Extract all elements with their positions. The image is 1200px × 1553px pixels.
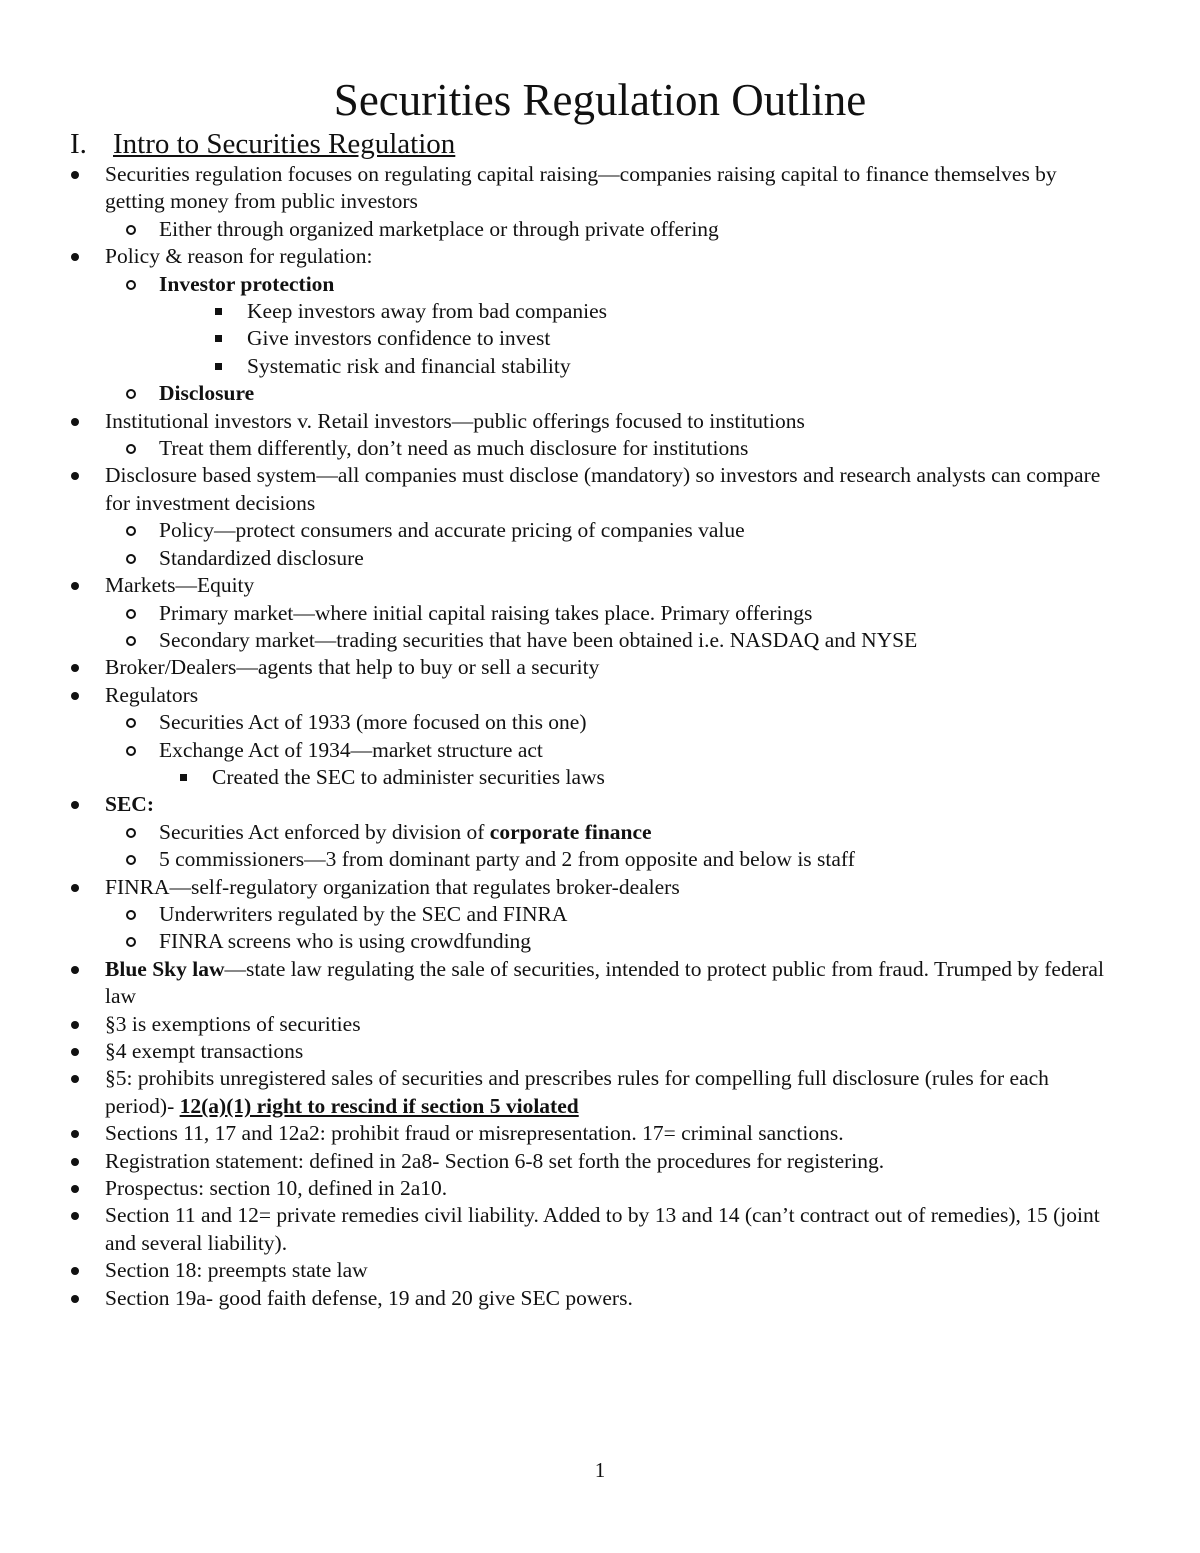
outline-item-level-2 [0, 435, 1200, 462]
filled-circle-bullet-icon [71, 472, 79, 480]
hollow-circle-bullet-icon [126, 937, 136, 947]
filled-circle-bullet-icon [71, 1075, 79, 1083]
outline-text-run: Underwriters regulated by the SEC and FINRA [159, 901, 568, 926]
outline-text-run: §5: prohibits unregistered sales of securities and prescribes rules for compelling full disclosure (rules for each period)- [105, 1066, 1049, 1118]
hollow-circle-bullet-icon [126, 280, 136, 290]
filled-circle-bullet-icon [71, 171, 79, 179]
square-bullet-icon [215, 335, 222, 342]
outline-text-run: Systematic risk and financial stability [247, 353, 571, 378]
filled-circle-bullet-icon [71, 1185, 79, 1193]
square-bullet-icon [215, 308, 222, 315]
filled-circle-bullet-icon [71, 884, 79, 892]
outline-item-level-2 [0, 216, 1200, 243]
outline-text-run: FINRA screens who is using crowdfunding [159, 929, 532, 954]
hollow-circle-bullet-icon [126, 746, 136, 756]
outline-item-level-1 [0, 243, 1200, 270]
filled-circle-bullet-icon [71, 1048, 79, 1056]
filled-circle-bullet-icon [71, 1267, 79, 1275]
outline-text-run: Primary market—where initial capital raising takes place. Primary offerings [159, 600, 813, 625]
hollow-circle-bullet-icon [126, 444, 136, 454]
outline-item-level-1 [0, 462, 1200, 517]
outline-item-level-1 [0, 874, 1200, 901]
hollow-circle-bullet-icon [126, 389, 136, 399]
filled-circle-bullet-icon [71, 418, 79, 426]
hollow-circle-bullet-icon [126, 718, 136, 728]
outline-text-run: Keep investors away from bad companies [247, 299, 608, 324]
outline-text-run: Section 19a- good faith defense, 19 and 20 give SEC powers. [105, 1285, 633, 1310]
hollow-circle-bullet-icon [126, 855, 136, 865]
outline-text-run: §4 exempt transactions [105, 1039, 304, 1063]
outline-item-level-1 [0, 161, 1200, 216]
outline-item-level-3 [0, 325, 1200, 352]
outline-item-level-1 [0, 1202, 1200, 1257]
hollow-circle-bullet-icon [126, 526, 136, 536]
outline-text-run: Created the SEC to administer securities laws [212, 764, 605, 789]
outline-item-level-1 [0, 791, 1200, 818]
outline-item-level-2 [0, 627, 1200, 654]
outline-item-level-1 [0, 1038, 1200, 1065]
filled-circle-bullet-icon [71, 966, 79, 974]
document-title: Securities Regulation Outline [333, 75, 867, 125]
outline-text-run: Secondary market—trading securities that have been obtained i.e. NASDAQ and NYSE [159, 627, 918, 652]
filled-circle-bullet-icon [71, 1158, 79, 1166]
outline-item-level-1 [0, 1175, 1200, 1202]
outline-item-level-1 [0, 682, 1200, 709]
outline-item-level-2 [0, 709, 1200, 736]
outline-text-run: Broker/Dealers—agents that help to buy or sell a security [105, 655, 600, 680]
outline-text-run: Disclosure based system—all companies must disclose (mandatory) so investors and research analysts can compare for investment decisions [105, 463, 1101, 515]
outline-item-level-1 [0, 408, 1200, 435]
outline-item-level-2 [0, 846, 1200, 873]
outline-text-run: Investor protection [159, 271, 335, 296]
filled-circle-bullet-icon [71, 253, 79, 261]
square-bullet-icon [180, 774, 187, 781]
square-bullet-icon [215, 363, 222, 370]
hollow-circle-bullet-icon [126, 225, 136, 235]
filled-circle-bullet-icon [71, 664, 79, 672]
outline-item-level-3 [0, 764, 1200, 791]
hollow-circle-bullet-icon [126, 554, 136, 564]
outline-text-run: Exchange Act of 1934—market structure act [159, 737, 543, 762]
section-title: Intro to Securities Regulation [113, 128, 456, 160]
outline-item-level-2 [0, 600, 1200, 627]
outline-text-run: 5 commissioners—3 from dominant party and 2 from opposite and below is staff [159, 847, 855, 872]
section-heading [70, 126, 455, 162]
outline-item-level-1 [0, 654, 1200, 681]
hollow-circle-bullet-icon [126, 609, 136, 619]
outline-text-run: Registration statement: defined in 2a8- Section 6-8 set forth the procedures for registering. [105, 1148, 885, 1173]
outline-text-run: Markets—Equity [105, 573, 255, 598]
outline-item-level-1 [0, 1285, 1200, 1312]
outline-text-run: Institutional investors v. Retail investors—public offerings focused to institutions [105, 408, 805, 433]
outline-text-run: Standardized disclosure [159, 545, 364, 570]
outline-text-run: 12(a)(1) right to rescind if section 5 violated [179, 1093, 579, 1118]
hollow-circle-bullet-icon [126, 636, 136, 646]
outline-text-run: Securities Act of 1933 (more focused on this one) [159, 710, 587, 735]
outline-text-run: Section 11 and 12= private remedies civil liability. Added to by 13 and 14 (can’t contract out of remedies), 15 (joint and several liability). [105, 1203, 1100, 1255]
outline-item-level-1 [0, 1148, 1200, 1175]
outline-text-run: Treat them differently, don’t need as much disclosure for institutions [159, 436, 749, 461]
outline-text-run: Blue Sky law [105, 956, 225, 981]
outline-item-level-2 [0, 545, 1200, 572]
outline-item-level-2 [0, 517, 1200, 544]
outline-text-run: Policy—protect consumers and accurate pricing of companies value [159, 518, 745, 543]
outline-item-level-2 [0, 737, 1200, 764]
section-number: I. [70, 128, 87, 160]
outline-text-run: —state law regulating the sale of securities, intended to protect public from fraud. Trumped by federal law [105, 956, 1104, 1009]
outline-item-level-2 [0, 271, 1200, 298]
outline-text-run: Section 18: preempts state law [105, 1258, 368, 1283]
outline-item-level-2 [0, 819, 1200, 846]
outline-text-run: FINRA—self-regulatory organization that regulates broker-dealers [105, 874, 680, 899]
filled-circle-bullet-icon [71, 1212, 79, 1220]
filled-circle-bullet-icon [71, 801, 79, 809]
outline-item-level-2 [0, 901, 1200, 928]
outline-text-run: Policy & reason for regulation: [105, 244, 373, 269]
filled-circle-bullet-icon [71, 582, 79, 590]
filled-circle-bullet-icon [71, 1021, 79, 1029]
outline-item-level-3 [0, 298, 1200, 325]
outline-text-run: Sections 11, 17 and 12a2: prohibit fraud or misrepresentation. 17= criminal sanctions. [105, 1121, 844, 1146]
outline-text-run: Either through organized marketplace or through private offering [159, 216, 719, 241]
filled-circle-bullet-icon [71, 1295, 79, 1303]
outline-text-run: Securities regulation focuses on regulating capital raising—companies raising capital to finance themselves by getting money from public investors [105, 162, 1057, 214]
outline-item-level-3 [0, 353, 1200, 380]
outline-text-run: corporate finance [489, 819, 652, 844]
hollow-circle-bullet-icon [126, 828, 136, 838]
outline-text-run: Disclosure [159, 381, 255, 406]
outline-item-level-2 [0, 380, 1200, 407]
outline-text-run: SEC: [105, 792, 154, 817]
outline-text-run: Give investors confidence to invest [247, 326, 551, 351]
outline-item-level-1 [0, 1257, 1200, 1284]
hollow-circle-bullet-icon [126, 910, 136, 920]
outline-text-run: Regulators [105, 682, 199, 707]
outline-text-run: Prospectus: section 10, defined in 2a10. [105, 1176, 448, 1201]
outline-text-run: §3 is exemptions of securities [105, 1011, 361, 1036]
filled-circle-bullet-icon [71, 1130, 79, 1138]
outline-item-level-1 [0, 572, 1200, 599]
outline-item-level-1 [0, 1065, 1200, 1120]
outline-list [0, 161, 1200, 1312]
page-number: 1 [594, 1458, 606, 1482]
outline-item-level-2 [0, 928, 1200, 955]
outline-item-level-1 [0, 1120, 1200, 1147]
outline-item-level-1 [0, 1011, 1200, 1038]
filled-circle-bullet-icon [71, 692, 79, 700]
outline-item-level-1 [0, 956, 1200, 1011]
outline-text-run: Securities Act enforced by division of [159, 819, 490, 844]
